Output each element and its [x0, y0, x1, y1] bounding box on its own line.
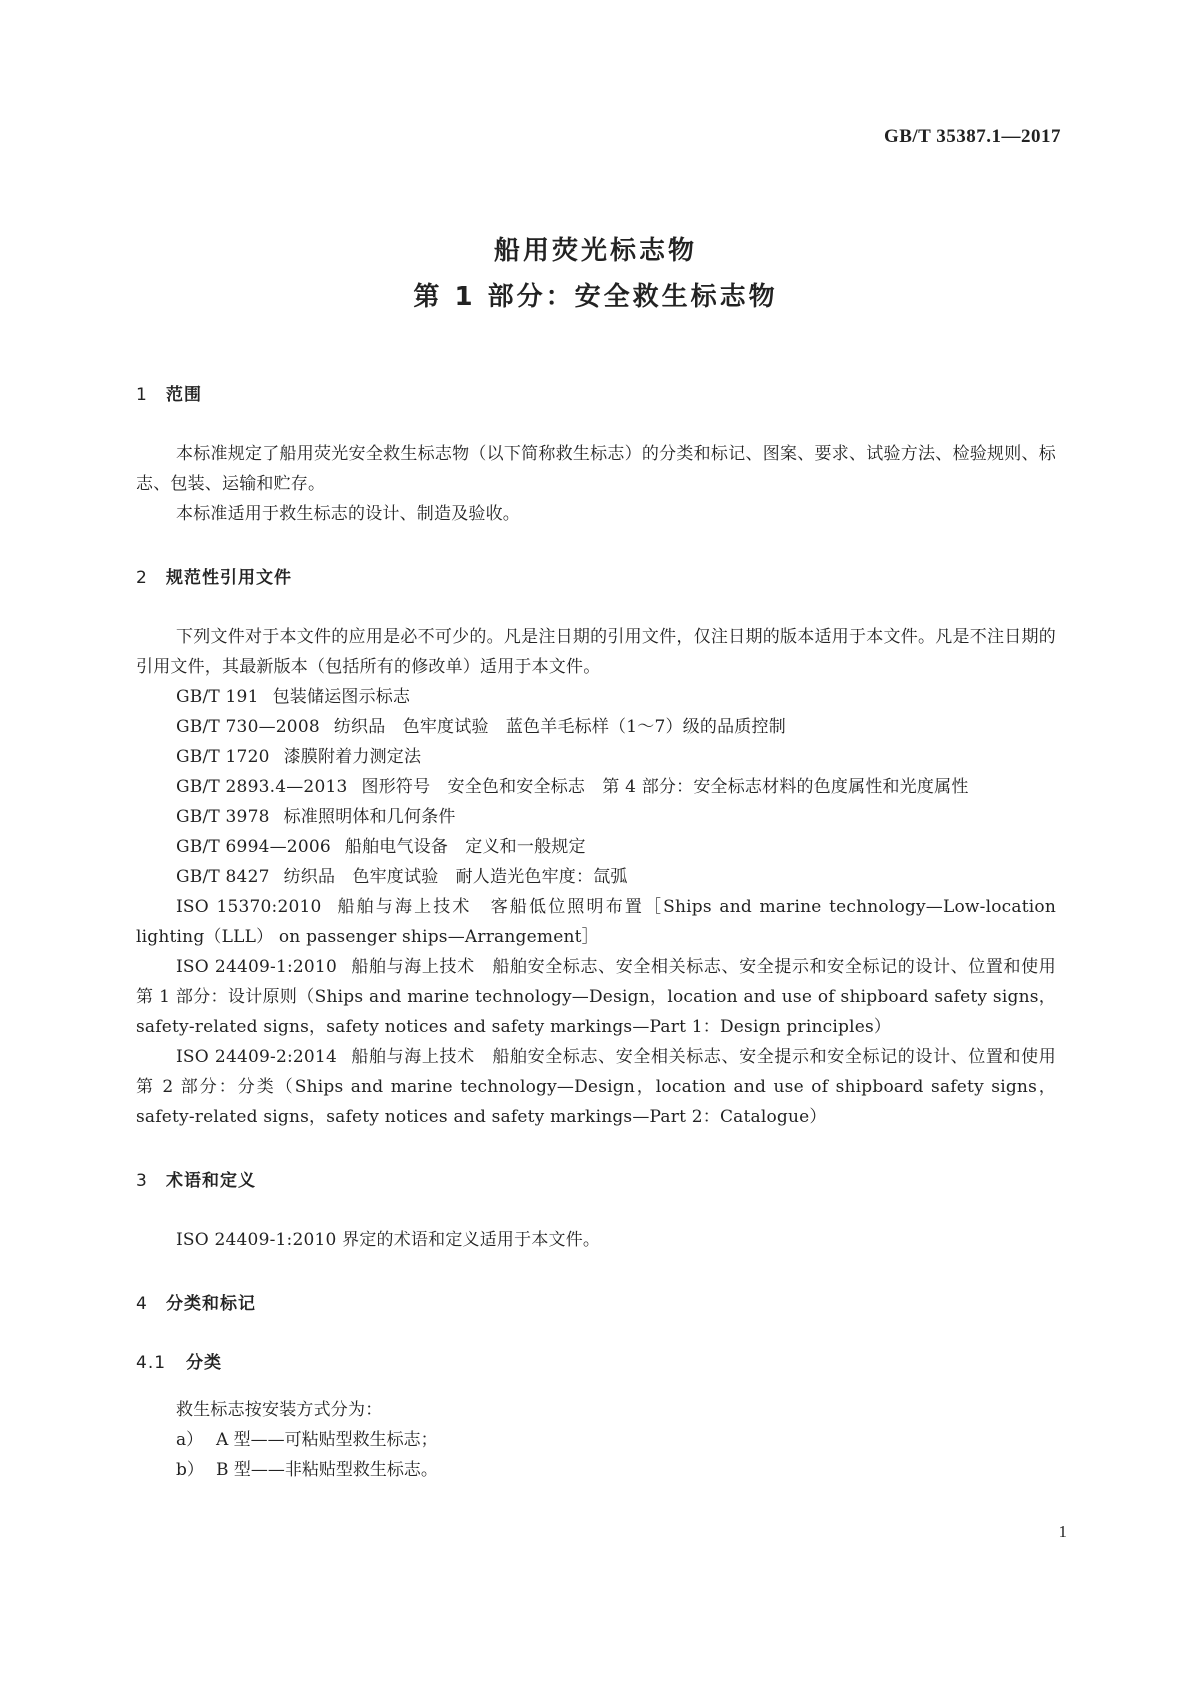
- reference-title: 纺织品 色牢度试验 蓝色羊毛标样（1～7）级的品质控制: [333, 717, 786, 737]
- reference-code: GB/T 2893.4—2013: [176, 777, 348, 797]
- standard-number: GB/T 35387.1—2017: [883, 126, 1061, 147]
- reference-code: GB/T 730—2008: [176, 717, 320, 737]
- section-title: 术语和定义: [166, 1171, 256, 1191]
- reference-title: 包装储运图示标志: [272, 687, 411, 707]
- list-item: [136, 1425, 1056, 1455]
- reference-title: 漆膜附着力测定法: [283, 747, 422, 767]
- reference-code: GB/T 1720: [176, 747, 270, 767]
- reference-title: 船舶与海上技术 船舶安全标志、安全相关标志、安全提示和安全标记的设计、位置和使用 第 1 部分：设计原则（Ships and marine technology—Design，location and use of shipboard safety signs，safety-related signs，safety notices and safety markings—Part 1：Design principles）: [136, 957, 1074, 1037]
- paragraph: 本标准规定了船用荧光安全救生标志物（以下简称救生标志）的分类和标记、图案、要求、试验方法、检验规则、标志、包装、运输和贮存。: [136, 444, 1056, 494]
- list-item: [136, 1455, 1056, 1485]
- section-number: 2: [136, 568, 148, 588]
- reference-code: GB/T 191: [176, 687, 259, 707]
- reference-item: [136, 682, 1056, 712]
- section-number: 4: [136, 1294, 148, 1314]
- reference-item: [136, 952, 1074, 1042]
- section-2-heading: [136, 563, 1056, 588]
- list-item-text: A 型——可粘贴型救生标志；: [216, 1430, 438, 1450]
- reference-title: 船舶与海上技术 船舶安全标志、安全相关标志、安全提示和安全标记的设计、位置和使用 第 2 部分：分类（Ships and marine technology—Design，location and use of shipboard safety signs，safety-related signs，safety notices and safety markings—Part 2：Catalogue）: [136, 1047, 1074, 1127]
- subsection-title: 分类: [186, 1353, 222, 1373]
- reference-code: ISO 15370:2010: [176, 897, 322, 917]
- reference-item: [136, 832, 1056, 862]
- reference-title: 船舶与海上技术 客船低位照明布置［Ships and marine technology—Low-location lighting（LLL） on passenger ships—Arrangement］: [136, 897, 1056, 947]
- reference-code: GB/T 8427: [176, 867, 270, 887]
- paragraph: 下列文件对于本文件的应用是必不可少的。凡是注日期的引用文件，仅注日期的版本适用于本文件。凡是不注日期的引用文件，其最新版本（包括所有的修改单）适用于本文件。: [136, 627, 1056, 677]
- reference-title: 图形符号 安全色和安全标志 第 4 部分：安全标志材料的色度属性和光度属性: [361, 777, 969, 797]
- document-title: [0, 228, 1191, 320]
- subsection-number: 4.1: [136, 1353, 167, 1373]
- reference-code: ISO 24409-2:2014: [176, 1047, 337, 1067]
- section-3-heading: [136, 1166, 1056, 1191]
- section-title: 规范性引用文件: [166, 568, 292, 588]
- reference-code: ISO 24409-1:2010: [176, 957, 337, 977]
- section-1-heading: [136, 380, 1056, 405]
- reference-item: [136, 892, 1056, 952]
- section-title: 分类和标记: [166, 1294, 256, 1314]
- reference-item: [136, 862, 1056, 892]
- reference-item: [136, 802, 1056, 832]
- title-line-1: 船用荧光标志物: [493, 236, 697, 266]
- paragraph: 救生标志按安装方式分为：: [176, 1400, 383, 1420]
- reference-code: GB/T 6994—2006: [176, 837, 331, 857]
- reference-title: 标准照明体和几何条件: [283, 807, 456, 827]
- list-item-text: B 型——非粘贴型救生标志。: [216, 1460, 438, 1480]
- reference-item: [136, 742, 1056, 772]
- section-number: 1: [136, 385, 148, 405]
- section-title: 范围: [166, 385, 202, 405]
- section-4-heading: [136, 1289, 1056, 1314]
- list-item-label: b）: [176, 1460, 204, 1480]
- reference-item: [136, 1042, 1074, 1132]
- document-body: [136, 380, 1074, 1485]
- paragraph: 本标准适用于救生标志的设计、制造及验收。: [176, 504, 520, 524]
- reference-item: [136, 712, 1056, 742]
- paragraph: ISO 24409-1:2010 界定的术语和定义适用于本文件。: [176, 1230, 601, 1250]
- page-number: 1: [1058, 1522, 1067, 1541]
- reference-code: GB/T 3978: [176, 807, 270, 827]
- reference-item: [136, 772, 1056, 802]
- reference-title: 纺织品 色牢度试验 耐人造光色牢度：氙弧: [283, 867, 628, 887]
- section-number: 3: [136, 1171, 148, 1191]
- list-item-label: a）: [176, 1430, 204, 1450]
- title-line-2: 第 1 部分：安全救生标志物: [413, 282, 778, 312]
- reference-title: 船舶电气设备 定义和一般规定: [344, 837, 586, 857]
- subsection-4-1-heading: [136, 1348, 1056, 1373]
